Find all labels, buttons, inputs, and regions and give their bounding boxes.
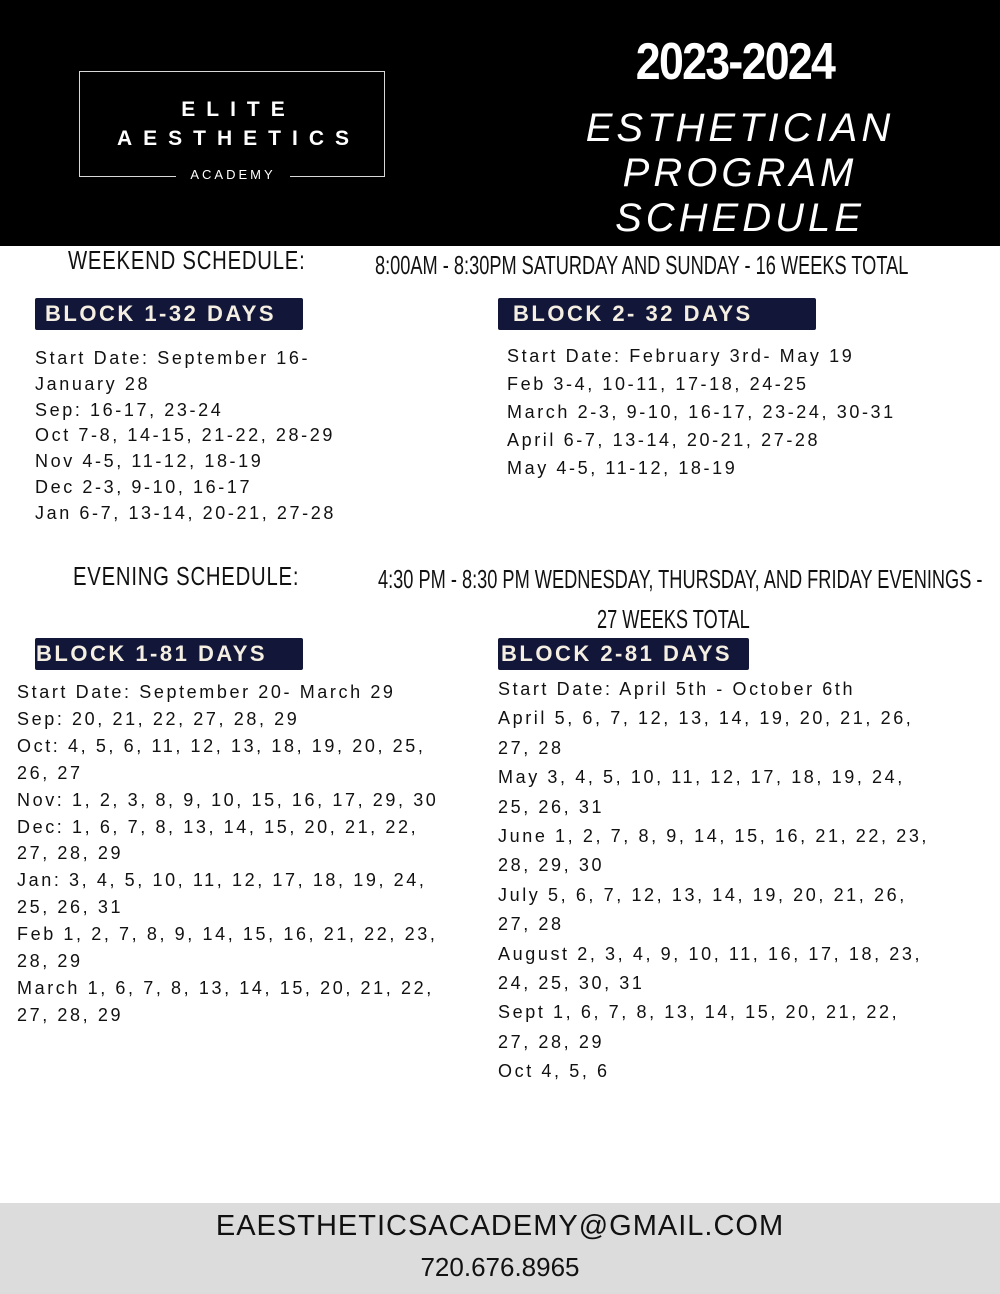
list-item: May 4-5, 11-12, 18-19 [507,458,738,478]
weekend-block1-badge: BLOCK 1-32 DAYS [35,298,303,330]
list-item: 27, 28, 29 [17,843,124,864]
weekend-schedule-label: WEEKEND SCHEDULE: [68,245,306,275]
evening-block1-dates [17,679,438,1029]
program-title: ESTHETICIAN PROGRAM SCHEDULE [585,106,895,240]
logo-text-elite: ELITE [181,98,296,121]
list-item: Sep: 20, 21, 22, 27, 28, 29 [17,708,300,729]
list-item: Oct 4, 5, 6 [498,1061,610,1082]
list-item: Nov: 1, 2, 3, 8, 9, 10, 15, 16, 17, 29, 30 [17,789,439,810]
list-item: Oct: 4, 5, 6, 11, 12, 13, 18, 19, 20, 25, [17,735,426,756]
list-item: January 28 [35,373,151,394]
list-item: 28, 29, 30 [498,855,605,876]
list-item: Sep: 16-17, 23-24 [35,399,224,420]
list-item: Start Date: April 5th - October 6th [498,679,856,699]
list-item: April 5, 6, 7, 12, 13, 14, 19, 20, 21, 26, [498,708,914,729]
evening-schedule-label: EVENING SCHEDULE: [73,561,300,591]
list-item: Oct 7-8, 14-15, 21-22, 28-29 [35,425,335,446]
contact-email[interactable]: EAESTHETICSACADEMY@GMAIL.COM [215,1210,785,1242]
list-item: Start Date: September 16- [35,348,311,368]
logo-text-aesthetics: AESTHETICS [116,127,360,150]
weekend-schedule-detail: 8:00AM - 8:30PM SATURDAY AND SUNDAY - 16 WEEKS TOTAL [375,250,909,280]
list-item: Jan: 3, 4, 5, 10, 11, 12, 17, 18, 19, 24, [17,870,427,891]
list-item: April 6-7, 13-14, 20-21, 27-28 [507,430,821,450]
evening-block1-badge: BLOCK 1-81 DAYS [35,638,303,670]
list-item: Feb 1, 2, 7, 8, 9, 14, 15, 16, 21, 22, 23, [17,924,438,945]
list-item: 24, 25, 30, 31 [498,973,645,994]
list-item: May 3, 4, 5, 10, 11, 12, 17, 18, 19, 24, [498,767,905,788]
year-title: 2023-2024 [635,33,835,91]
list-item: 27, 28, 29 [498,1031,605,1052]
list-item: March 1, 6, 7, 8, 13, 14, 15, 20, 21, 22, [17,977,434,998]
list-item: Feb 3-4, 10-11, 17-18, 24-25 [507,374,809,394]
evening-schedule-detail-line2: 27 WEEKS TOTAL [597,604,750,634]
logo-text-academy: ACADEMY [80,167,386,182]
list-item: 27, 28, 29 [17,1004,124,1025]
list-item: Jan 6-7, 13-14, 20-21, 27-28 [35,502,336,523]
contact-phone[interactable]: 720.676.8965 [420,1252,580,1282]
list-item: Sept 1, 6, 7, 8, 13, 14, 15, 20, 21, 22, [498,1002,900,1023]
list-item: Dec: 1, 6, 7, 8, 13, 14, 15, 20, 21, 22, [17,816,419,837]
weekend-block2-dates [507,342,896,482]
evening-block2-badge: BLOCK 2-81 DAYS [498,638,749,670]
list-item: June 1, 2, 7, 8, 9, 14, 15, 16, 21, 22, 23, [498,826,930,847]
evening-schedule-detail-line1: 4:30 PM - 8:30 PM WEDNESDAY, THURSDAY, AND FRIDAY EVENINGS - [378,564,983,594]
list-item: Start Date: September 20- March 29 [17,682,396,702]
academy-logo [79,71,385,182]
list-item: July 5, 6, 7, 12, 13, 14, 19, 20, 21, 26, [498,884,907,905]
list-item: 28, 29 [17,951,83,972]
list-item: 27, 28 [498,914,564,935]
evening-block2-dates [498,675,929,1087]
list-item: August 2, 3, 4, 9, 10, 11, 16, 17, 18, 23, [498,943,923,964]
list-item: 25, 26, 31 [17,897,124,918]
list-item: 26, 27 [17,762,83,783]
weekend-block2-badge: BLOCK 2- 32 DAYS [498,298,816,330]
list-item: 25, 26, 31 [498,796,605,817]
list-item: Dec 2-3, 9-10, 16-17 [35,476,253,497]
list-item: Start Date: February 3rd- May 19 [507,346,855,366]
list-item: March 2-3, 9-10, 16-17, 23-24, 30-31 [507,402,896,422]
list-item: 27, 28 [498,737,564,758]
weekend-block1-dates [35,346,336,527]
list-item: Nov 4-5, 11-12, 18-19 [35,451,264,472]
